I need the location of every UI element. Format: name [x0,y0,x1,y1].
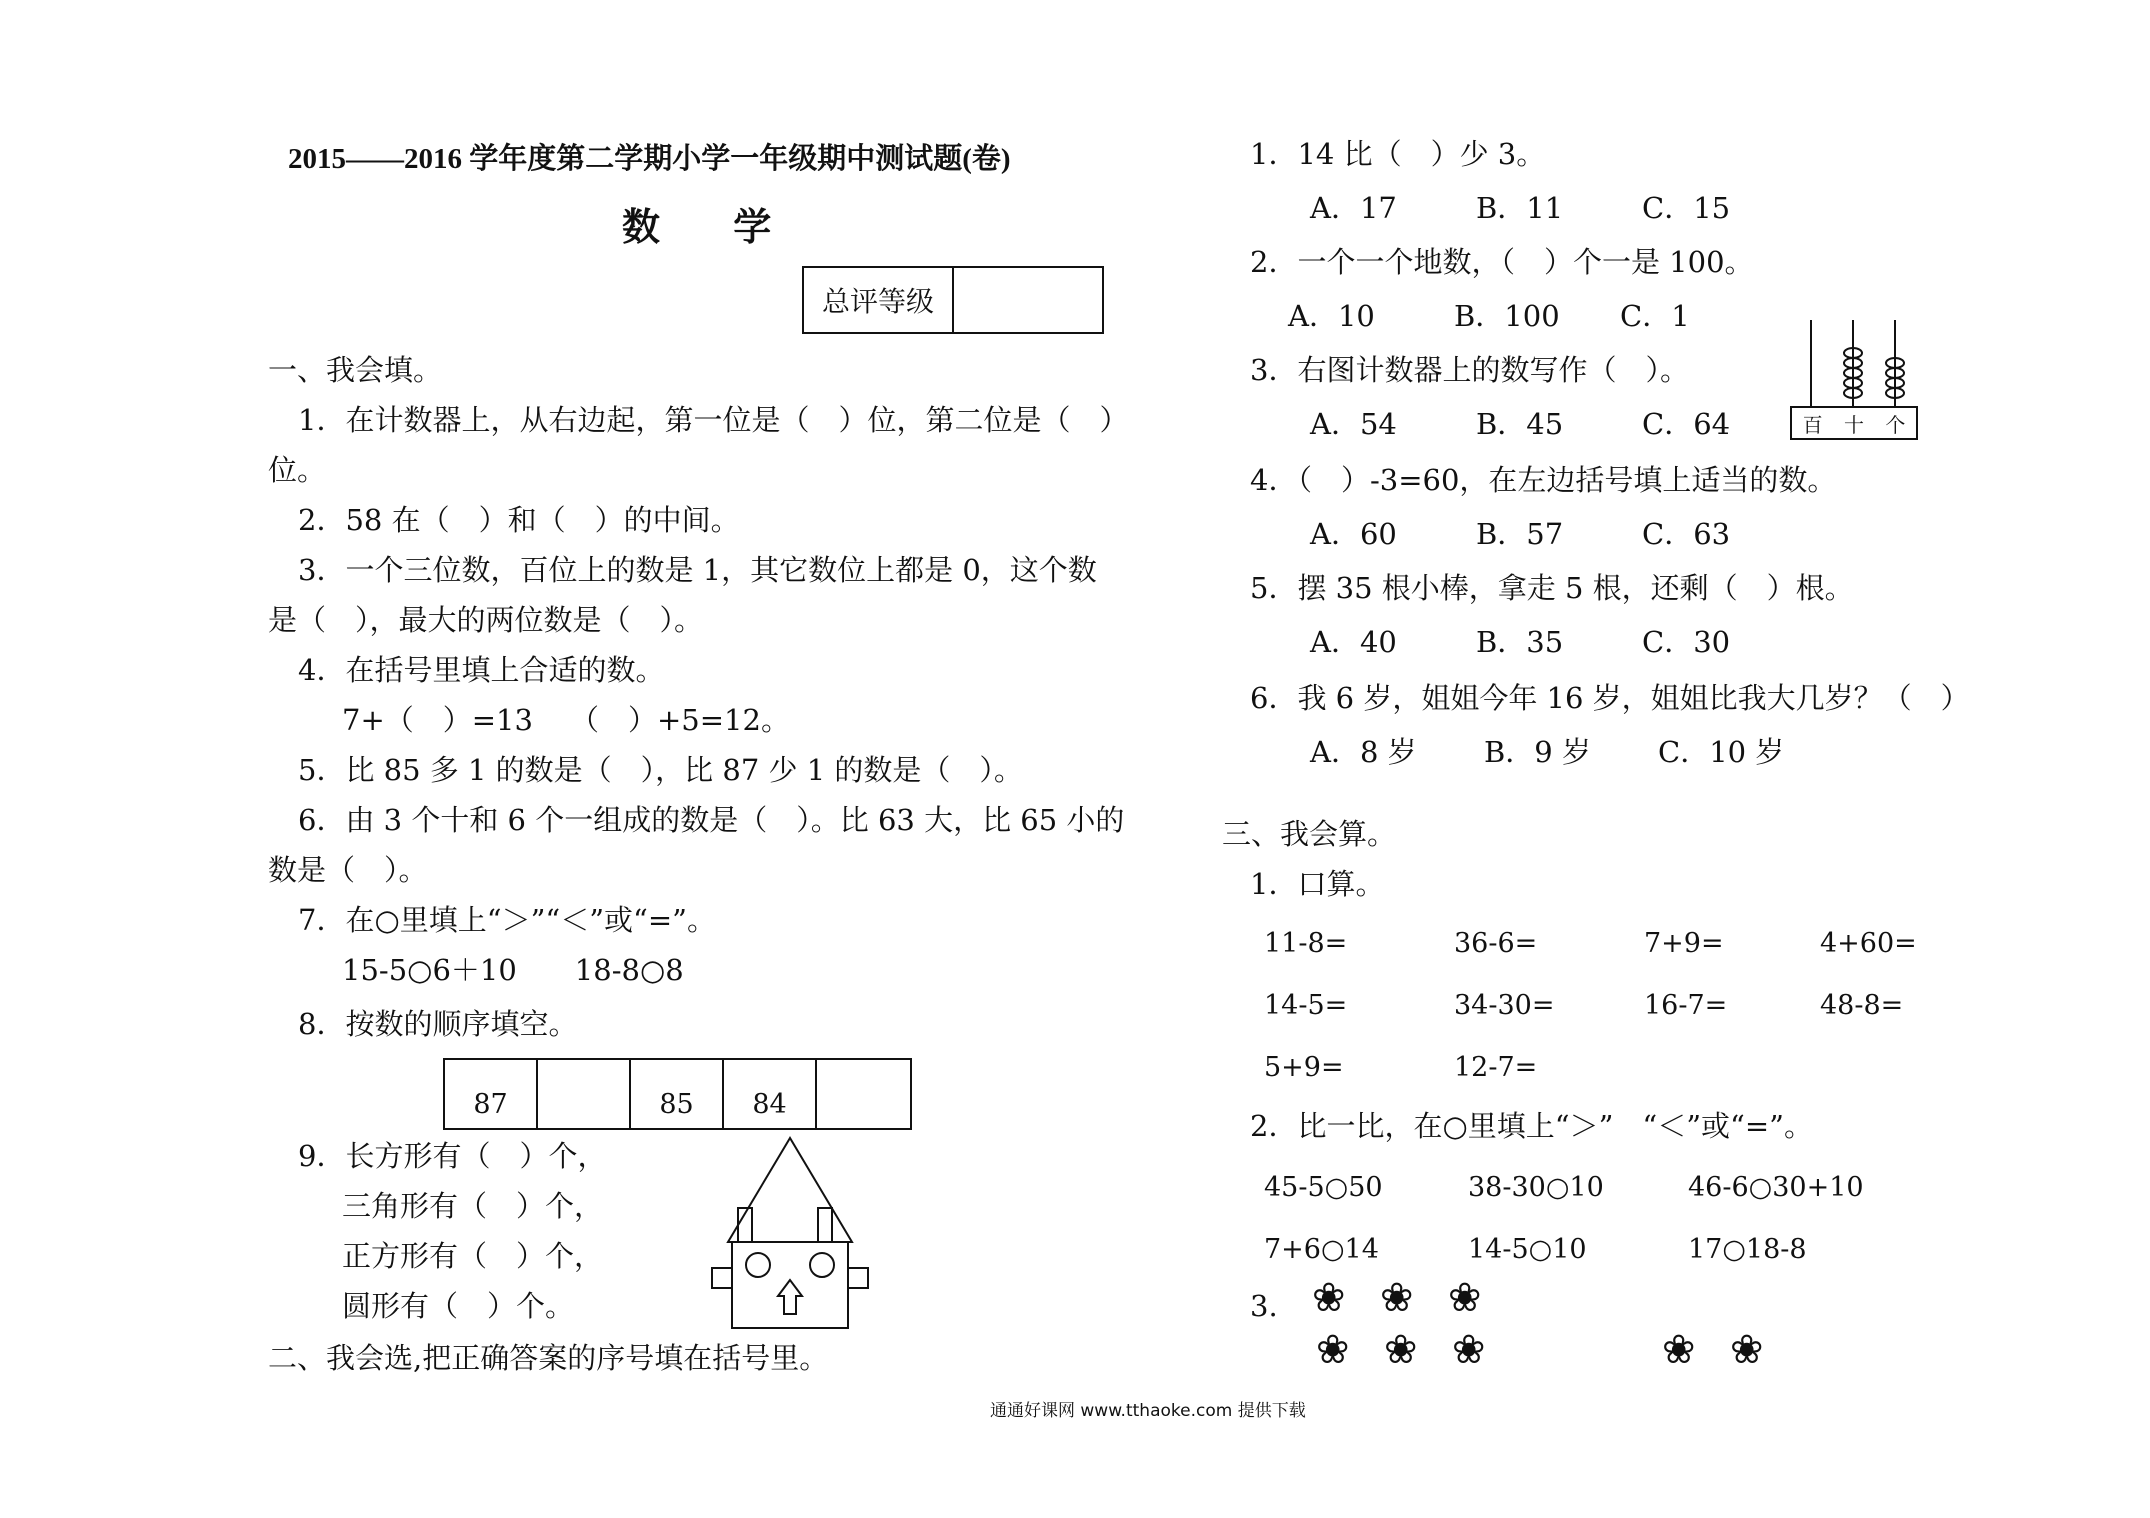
shapes-robot-figure [700,1130,880,1330]
s2-q5: 5．摆 35 根小棒，拿走 5 根，还剩（ ）根。 [1250,571,1854,605]
s3-q3: 3. [1250,1289,1278,1323]
s2-q4: 4．（ ）-3=60，在左边括号填上适当的数。 [1250,463,1837,497]
s1-q7-eq: 15-5○6＋10 18-8○8 [342,953,684,987]
section1-heading: 一、我会填。 [268,353,443,387]
section3-heading: 三、我会算。 [1222,817,1397,851]
s2-q6: 6．我 6 岁，姐姐今年 16 岁，姐姐比我大几岁？（ ） [1250,681,1970,715]
oral-item: 16-7= [1644,990,1728,1021]
s2-q4-opt-c: C．63 [1642,517,1731,551]
grade-blank[interactable] [954,268,1102,332]
section2-heading: 二、我会选,把正确答案的序号填在括号里。 [268,1341,829,1375]
grade-label: 总评等级 [804,268,954,332]
s1-q3-line1: 3．一个三位数，百位上的数是 1，其它数位上都是 0，这个数 [298,553,1097,587]
footer-credit: 通通好课网 www.tthaoke.com 提供下载 [990,1401,1306,1421]
s2-q6-opt-b: B．9 岁 [1484,735,1591,769]
s2-q3-opt-b: B．45 [1476,407,1564,441]
s1-q8: 8．按数的顺序填空。 [298,1007,578,1041]
s2-q4-opt-a: A．60 [1310,517,1397,551]
oral-item: 14-5= [1264,990,1348,1021]
s1-q1-line2: 位。 [268,453,327,487]
seq-cell[interactable] [817,1060,910,1128]
s2-q3-opt-c: C．64 [1642,407,1731,441]
flower-icon: ❀ [1448,1275,1482,1321]
s1-q2: 2．58 在（ ）和（ ）的中间。 [298,503,740,537]
s2-q1-opt-a: A．17 [1310,191,1397,225]
compare-item: 7+6○14 [1264,1234,1379,1265]
s1-q5: 5．比 85 多 1 的数是（ ），比 87 少 1 的数是（ ）。 [298,753,1023,787]
flower-icon: ❀ [1452,1327,1486,1373]
s1-q7: 7．在○里填上“＞”“＜”或“=”。 [298,903,717,937]
s2-q6-opt-a: A．8 岁 [1310,735,1417,769]
oral-item: 5+9= [1264,1052,1344,1083]
flower-icon: ❀ [1384,1327,1418,1373]
oral-item: 7+9= [1644,928,1724,959]
compare-item: 46-6○30+10 [1688,1172,1864,1203]
s2-q4-opt-b: B．57 [1476,517,1564,551]
s1-q4-eq1: 7+（ ）=13 [342,703,533,737]
flower-icon: ❀ [1316,1327,1350,1373]
s2-q6-opt-c: C．10 岁 [1658,735,1785,769]
grade-box [802,266,1104,334]
seq-cell[interactable] [538,1060,631,1128]
oral-item: 12-7= [1454,1052,1538,1083]
flower-icon: ❀ [1380,1275,1414,1321]
oral-item: 11-8= [1264,928,1348,959]
s1-q1-line1: 1．在计数器上，从右边起，第一位是（ ）位，第二位是（ ） [298,403,1129,437]
s1-q6-line2: 数是（ ）。 [268,853,428,887]
abacus-label-tens: 十 [1843,412,1864,437]
oral-item: 4+60= [1820,928,1917,959]
s2-q1: 1．14 比（ ）少 3。 [1250,137,1546,171]
flower-icon: ❀ [1312,1275,1346,1321]
s1-q9-square: 正方形有（ ）个， [342,1239,604,1273]
s2-q3-opt-a: A．54 [1310,407,1397,441]
abacus-figure [1790,320,1916,438]
oral-item: 48-8= [1820,990,1904,1021]
s1-q4: 4．在括号里填上合适的数。 [298,653,665,687]
s1-q3-line2: 是（ ），最大的两位数是（ ）。 [268,603,704,637]
s2-q3: 3．右图计数器上的数写作（ ）。 [1250,353,1689,387]
s1-q6-line1: 6．由 3 个十和 6 个一组成的数是（ ）。比 63 大，比 65 小的 [298,803,1125,837]
oral-item: 34-30= [1454,990,1555,1021]
s2-q5-opt-b: B．35 [1476,625,1564,659]
abacus-base [1790,406,1918,440]
flower-icon: ❀ [1662,1327,1696,1373]
s1-q9-tri: 三角形有（ ）个， [342,1189,604,1223]
seq-cell: 85 [631,1060,724,1128]
s3-q2: 2．比一比，在○里填上“＞” “＜”或“=”。 [1250,1109,1814,1143]
abacus-label-hundreds: 百 [1802,412,1823,437]
seq-cell: 84 [724,1060,817,1128]
s1-q4-eq2: （ ）+5=12。 [570,703,790,737]
seq-cell: 87 [445,1060,538,1128]
oral-item: 36-6= [1454,928,1538,959]
s3-q1: 1．口算。 [1250,867,1385,901]
compare-item: 45-5○50 [1264,1172,1383,1203]
exam-title: 2015——2016 学年度第二学期小学一年级期中测试题(卷) [288,143,1011,175]
sequence-boxes [443,1058,912,1130]
s1-q9-circle: 圆形有（ ）个。 [342,1289,575,1323]
s2-q2-opt-b: B．100 [1454,299,1560,333]
s2-q2-opt-a: A．10 [1288,299,1375,333]
compare-item: 38-30○10 [1468,1172,1604,1203]
s1-q9-rect: 9．长方形有（ ）个， [298,1139,607,1173]
abacus-label-ones: 个 [1885,412,1906,437]
s2-q5-opt-c: C．30 [1642,625,1731,659]
s2-q1-opt-b: B．11 [1476,191,1564,225]
subject-title: 数 学 [622,205,802,249]
s2-q2: 2．一个一个地数，（ ）个一是 100。 [1250,245,1754,279]
compare-item: 14-5○10 [1468,1234,1587,1265]
flower-icon: ❀ [1730,1327,1764,1373]
s2-q1-opt-c: C．15 [1642,191,1731,225]
s2-q2-opt-c: C．1 [1620,299,1690,333]
compare-item: 17○18-8 [1688,1234,1807,1265]
s2-q5-opt-a: A．40 [1310,625,1397,659]
